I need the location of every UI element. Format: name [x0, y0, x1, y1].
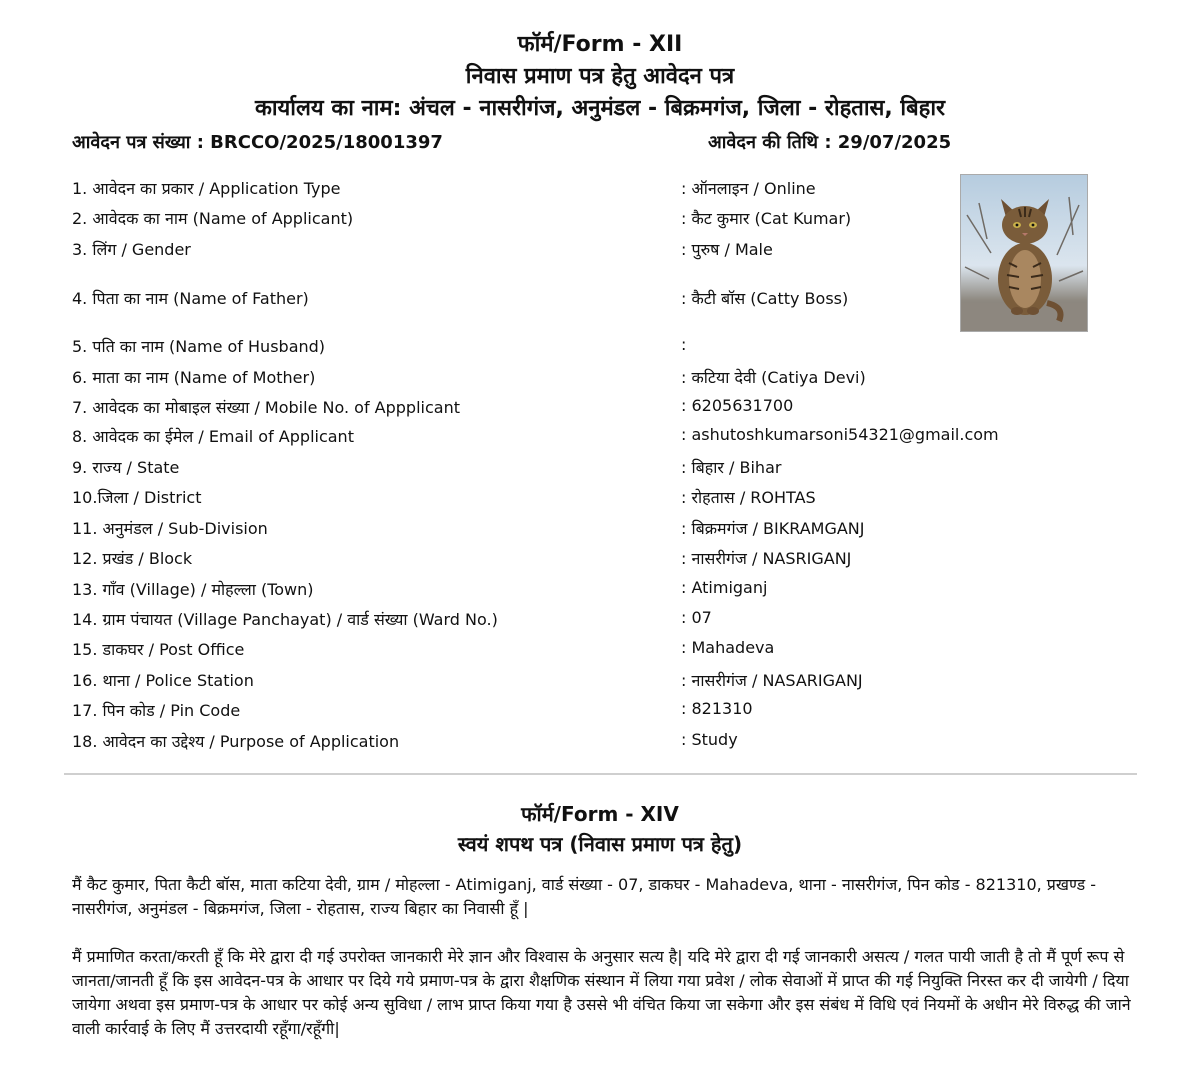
affidavit-paragraph-1: मैं कैट कुमार, पिता कैटी बॉस, माता कटिया देवी, ग्राम / मोहल्ला - Atimiganj, वार्ड संख्या - 07, डाकघर - Mahadeva, थाना - नासरीगंज, पिन कोड - 821310, प्रखण्ड - नासरीगंज, अनुमंडल - बिक्रमगंज, जिला - रोहतास, राज्य बिहार का निवासी हूँ | [72, 875, 1097, 918]
field-value: : नासरीगंज / NASARIGANJ [681, 671, 863, 690]
field-value: : ashutoshkumarsoni54321@gmail.com [681, 425, 999, 444]
field-label: 11. अनुमंडल / Sub-Division [72, 519, 268, 538]
section-divider [64, 773, 1137, 775]
field-label: 15. डाकघर / Post Office [72, 640, 245, 659]
field-row [0, 547, 1200, 571]
application-number: आवेदन पत्र संख्या : BRCCO/2025/18001397 [72, 132, 443, 153]
field-row [0, 638, 1200, 662]
field-value: : Study [681, 730, 738, 749]
field-row [0, 456, 1200, 480]
affidavit-title: फॉर्म/Form - XIV [521, 802, 679, 826]
field-label: 4. पिता का नाम (Name of Father) [72, 289, 309, 308]
field-label: 16. थाना / Police Station [72, 671, 254, 690]
field-value: : कैट कुमार (Cat Kumar) [681, 209, 852, 228]
field-row [0, 335, 1200, 359]
applicant-photo [960, 174, 1088, 332]
office-name: कार्यालय का नाम: अंचल - नासरीगंज, अनुमंडल - बिक्रमगंज, जिला - रोहतास, बिहार [254, 96, 946, 121]
field-row [0, 730, 1200, 754]
field-value: : [681, 335, 687, 354]
form-subtitle: निवास प्रमाण पत्र हेतु आवेदन पत्र [465, 64, 735, 89]
field-value: : पुरुष / Male [681, 240, 773, 259]
field-row [0, 366, 1200, 390]
field-label: 7. आवेदक का मोबाइल संख्या / Mobile No. of Appplicant [72, 398, 460, 417]
field-label: 5. पति का नाम (Name of Husband) [72, 337, 326, 356]
field-label: 3. लिंग / Gender [72, 240, 191, 259]
field-label: 1. आवेदन का प्रकार / Application Type [72, 179, 341, 198]
field-label: 9. राज्य / State [72, 458, 180, 477]
field-label: 18. आवेदन का उद्देश्य / Purpose of Application [72, 732, 400, 751]
field-value: : बिहार / Bihar [681, 458, 782, 477]
field-value: : ऑनलाइन / Online [681, 179, 816, 198]
field-row [0, 517, 1200, 541]
field-label: 2. आवेदक का नाम (Name of Applicant) [72, 209, 354, 228]
affidavit-subtitle: स्वयं शपथ पत्र (निवास प्रमाण पत्र हेतु) [457, 832, 743, 856]
field-value: : बिक्रमगंज / BIKRAMGANJ [681, 519, 865, 538]
field-label: 17. पिन कोड / Pin Code [72, 701, 241, 720]
field-row [0, 425, 1200, 449]
field-row [0, 608, 1200, 632]
field-value: : Mahadeva [681, 638, 775, 657]
field-value: : कैटी बॉस (Catty Boss) [681, 289, 849, 308]
field-label: 13. गाँव (Village) / मोहल्ला (Town) [72, 580, 314, 599]
affidavit-paragraph-2: मैं प्रमाणित करता/करती हूँ कि मेरे द्वारा दी गई उपरोक्त जानकारी मेरे ज्ञान और विश्वास के अनुसार सत्य है| यदि मेरे द्वारा दी गई जानकारी असत्य / गलत पायी जाती है तो मैं पूर्ण रूप से जानता/जानती हूँ कि इस आवेदन-पत्र के आधार पर दिये गये प्रमाण-पत्र के द्वारा शैक्षणिक संस्थान में लिया गया प्रवेश / लोक सेवाओं में प्राप्त की गई नियुक्ति निरस्त कर दी जायेगी / दिया जायेगा अथवा इस प्रमाण-पत्र के आधार पर कोई अन्य सुविधा / लाभ प्राप्त किया गया है उससे भी वंचित किया जा सकेगा और इस संबंध में विधि एवं नियमों के अधीन मेरे विरुद्ध की जाने वाली कार्रवाई के लिए मैं उत्तरदायी रहूँगा/रहूँगी| [72, 947, 1131, 1038]
field-label: 14. ग्राम पंचायत (Village Panchayat) / वार्ड संख्या (Ward No.) [72, 610, 498, 629]
form-title: फॉर्म/Form - XII [517, 32, 683, 57]
field-value: : कटिया देवी (Catiya Devi) [681, 368, 866, 387]
field-label: 6. माता का नाम (Name of Mother) [72, 368, 316, 387]
application-date: आवेदन की तिथि : 29/07/2025 [708, 132, 952, 153]
field-value: : 821310 [681, 699, 753, 718]
field-row [0, 669, 1200, 693]
field-label: 10.जिला / District [72, 488, 202, 507]
field-label: 8. आवेदक का ईमेल / Email of Applicant [72, 427, 354, 446]
cat-photo-illustration [961, 175, 1087, 331]
field-value: : 6205631700 [681, 396, 794, 415]
field-row [0, 486, 1200, 510]
field-row [0, 396, 1200, 420]
field-row [0, 699, 1200, 723]
field-row [0, 578, 1200, 602]
field-value: : नासरीगंज / NASRIGANJ [681, 549, 852, 568]
field-value: : 07 [681, 608, 712, 627]
field-value: : Atimiganj [681, 578, 768, 597]
field-label: 12. प्रखंड / Block [72, 549, 193, 568]
field-value: : रोहतास / ROHTAS [681, 488, 816, 507]
